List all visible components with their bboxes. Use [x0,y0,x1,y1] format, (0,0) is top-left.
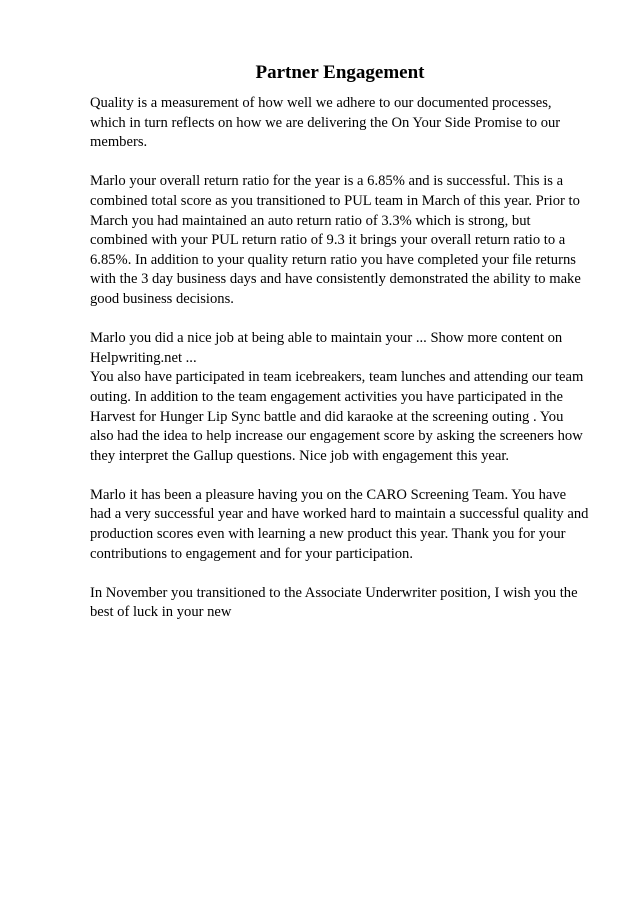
paragraph-caro-team: Marlo it has been a pleasure having you on the CARO Screening Team. You have had a very successful year and have worked hard to maintain a successful quality and production scores even with learning a new product this year. Thank you for your contributions to engagement and for your participation. [90,486,589,562]
paragraph-return-ratio: Marlo your overall return ratio for the year is a 6.85% and is successful. This is a combined total score as you transitioned to PUL team in March of this year. Prior to March you had maintained an auto return ratio of 3.3% which is strong, but combined with your PUL return ratio of 9.3 it brings your overall return ratio to a 6.85%. In addition to your quality return ratio you have completed your file returns with the 3 day business days and have consistently demonstrated the ability to make good business decisions. [90,173,581,307]
page-title: Partner Engagement [255,62,425,83]
paragraph-transition: In November you transitioned to the Associate Underwriter position, I wish you the best of luck in your new [90,584,578,621]
paragraph-show-more: Marlo you did a nice job at being able to maintain your ... Show more content on Helpwriting.net ... [90,330,563,366]
document-body [90,94,610,643]
paragraph-team-engagement: You also have participated in team icebreakers, team lunches and attending our team outing. In addition to the team engagement activities you have participated in the Harvest for Hunger Lip Sync battle and did karaoke at the screening outing . You also had the idea to help increase our engagement score by asking the screeners how they interpret the Gallup questions. Nice job with engagement this year. [90,369,584,464]
paragraph-quality-intro: Quality is a measurement of how well we adhere to our documented processes, which in turn reflects on how we are delivering the On Your Side Promise to our members. [90,95,561,151]
